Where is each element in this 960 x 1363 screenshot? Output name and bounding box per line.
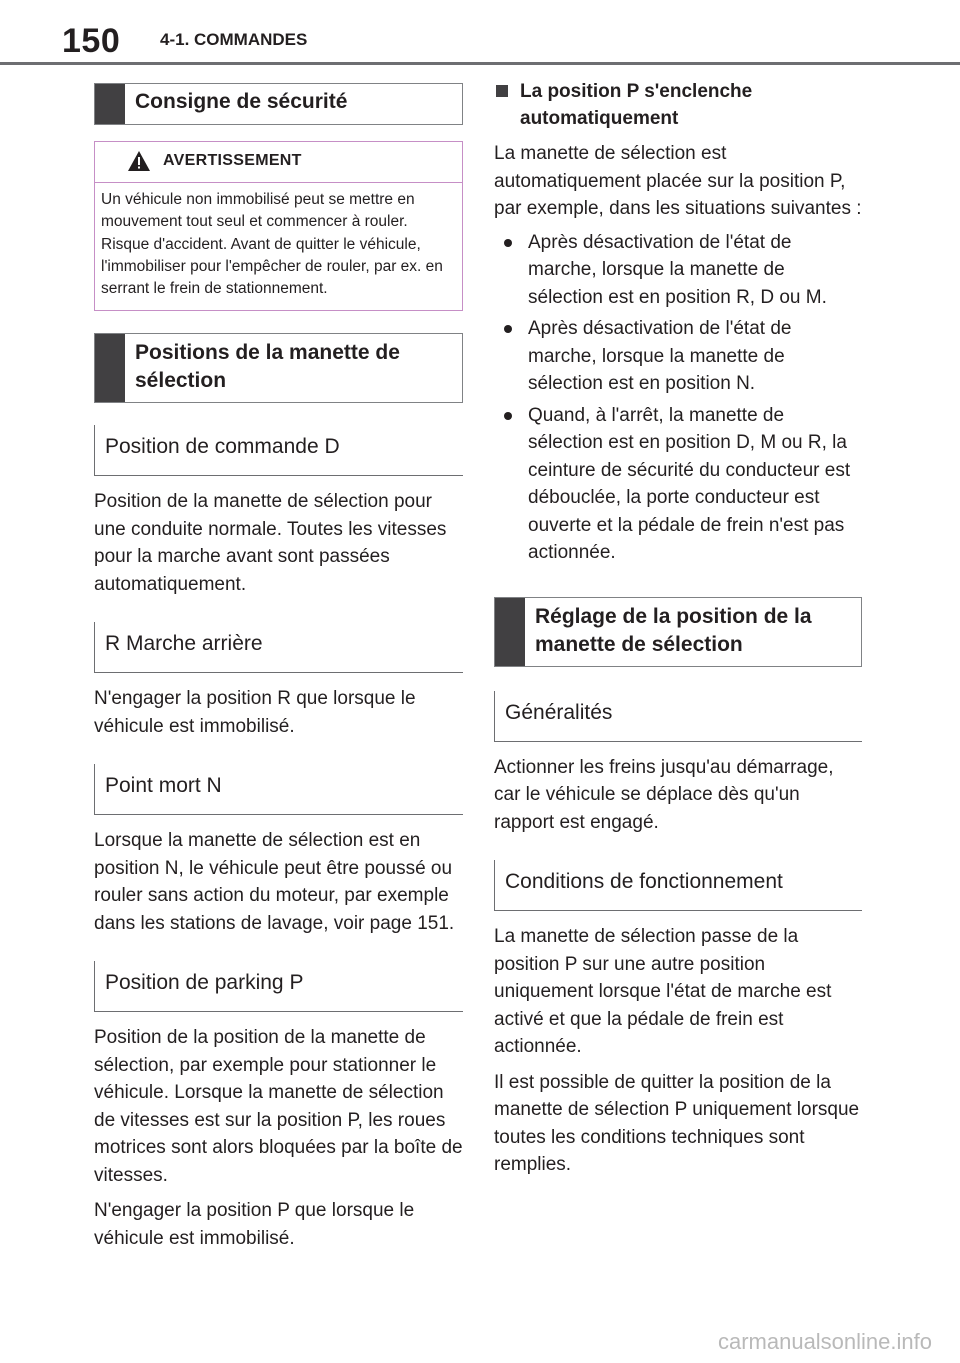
square-bullet-icon [496,85,508,97]
bullet-text: Quand, à l'arrêt, la manette de sélection est en position D, M ou R, la ceinture de sécurité du conducteur est débouclée, la porte conducteur est ouverte et la pédale de frein n'est pas actionnée. [528,404,851,563]
right-column [494,78,862,1179]
watermark: carmanualsonline.info [717,1329,932,1354]
warning-box [94,141,463,311]
heading-bar [495,598,525,666]
p-subheading: Position de parking P [94,961,463,1012]
conditions-paragraph-1: La manette de sélection passe de la position P sur une autre position uniquement lorsque l'état de marche est activé et que la pédale de frein est actionnée. [494,926,832,1057]
bullet-dot-icon [504,325,512,333]
bullet-text: Après désactivation de l'état de marche, lorsque la manette de sélection est en position N. [528,318,792,394]
d-subheading: Position de commande D [94,425,463,476]
positions-heading: Positions de la manette de sélection [135,341,400,393]
r-subheading: R Marche arrière [94,622,463,673]
reglage-heading-box [494,597,862,667]
conditions-paragraph-2: Il est possible de quitter la position de la manette de sélection P uniquement lorsque toutes les conditions techniques sont remplies. [494,1071,860,1175]
safety-heading-box [94,83,463,125]
header-rule [0,62,960,65]
page-number: 150 [62,22,121,60]
generalites-subheading: Généralités [494,691,862,742]
section-title: 4-1. COMMANDES [160,30,308,49]
n-subheading: Point mort N [94,764,463,815]
left-column [94,83,463,1252]
safety-heading: Consigne de sécurité [135,90,348,113]
conditions-subheading: Conditions de fonctionnement [494,860,862,911]
bullet-dot-icon [504,412,512,420]
auto-p-heading [494,78,862,132]
auto-p-heading-text: La position P s'enclenche automatiquement [520,81,753,129]
bullet-item [494,229,862,312]
heading-bar [95,334,125,402]
bullet-item [494,402,862,567]
heading-bar [95,84,125,124]
generalites-paragraph: Actionner les freins jusqu'au démarrage, car le véhicule se déplace dès qu'un rapport est engagé. [494,756,834,833]
p-paragraph-1: Position de la position de la manette de sélection, par exemple pour stationner le véhicule. Lorsque la manette de sélection de vitesses est sur la position P, les roues motrices sont alors bloquées par la boîte de vitesses. [94,1027,463,1186]
r-paragraph: N'engager la position R que lorsque le véhicule est immobilisé. [94,688,416,737]
auto-p-paragraph: La manette de sélection est automatiquement placée sur la position P, par exemple, dans les situations suivantes : [494,143,862,219]
bullet-text: Après désactivation de l'état de marche, lorsque la manette de sélection est en position R, D ou M. [528,231,827,308]
bullet-dot-icon [504,239,512,247]
bullet-item [494,315,862,398]
d-paragraph: Position de la manette de sélection pour une conduite normale. Toutes les vitesses pour la marche avant sont passées automatiquement. [94,491,447,595]
reglage-heading: Réglage de la position de la manette de sélection [535,604,812,656]
warning-icon [127,150,151,172]
warning-text: Un véhicule non immobilisé peut se mettre en mouvement tout seul et commencer à rouler. Risque d'accident. Avant de quitter le véhicule, l'immobiliser pour l'empêcher de rouler, par ex. en serrant le frein de stationnement. [101,191,443,298]
warning-title: AVERTISSEMENT [163,152,302,169]
n-paragraph: Lorsque la manette de sélection est en position N, le véhicule peut être poussé ou rouler sans action du moteur, par exemple dans les stations de lavage, voir page 151. [94,830,455,934]
warning-header [95,142,462,183]
p-paragraph-2: N'engager la position P que lorsque le véhicule est immobilisé. [94,1200,415,1249]
positions-heading-box [94,333,463,403]
